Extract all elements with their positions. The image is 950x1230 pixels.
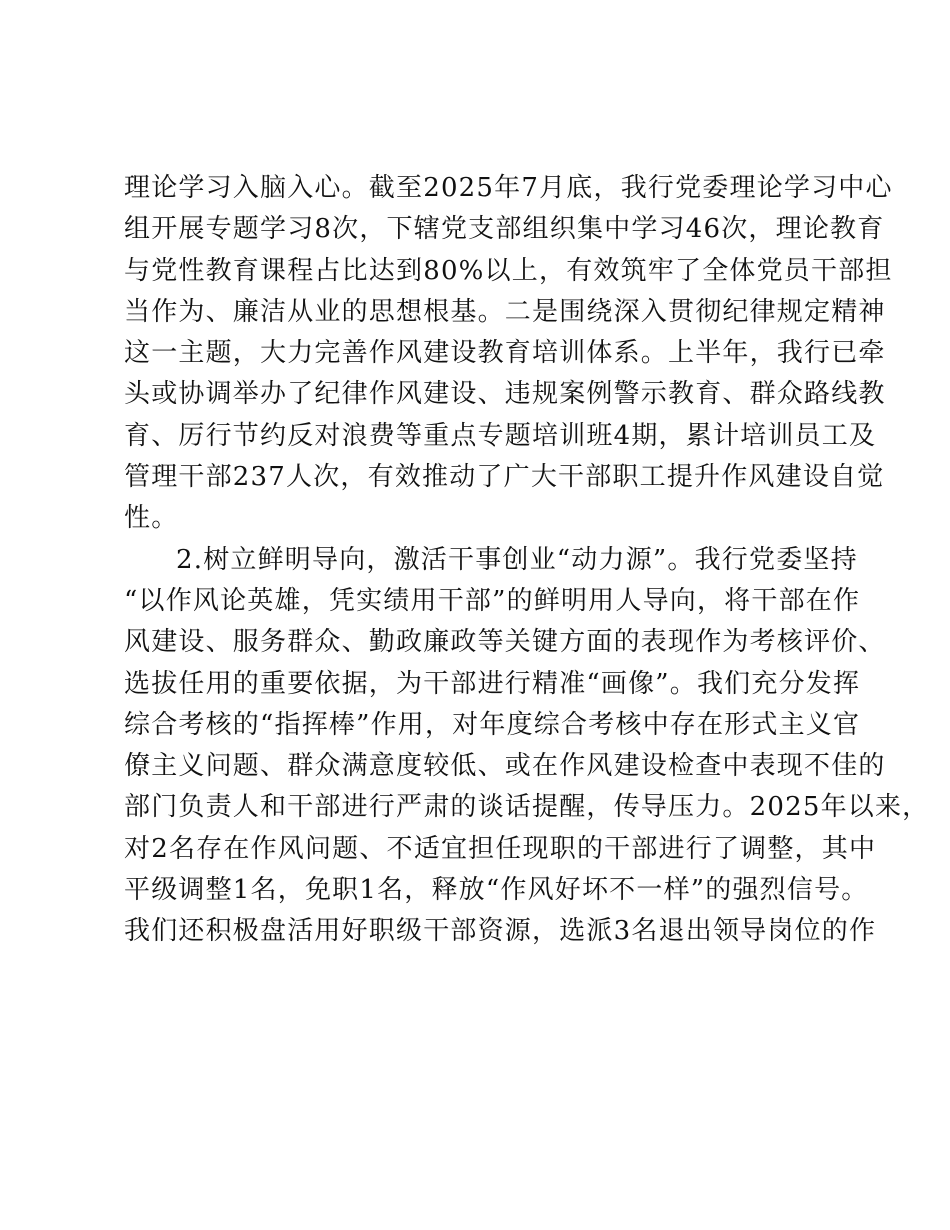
text-line: 僚主义问题、群众满意度较低、或在作风建设检查中表现不佳的: [124, 751, 886, 782]
text-line: 平级调整1名，免职1名，释放“作风好坏不一样”的强烈信号。: [124, 875, 869, 906]
text-line: 理论学习入脑入心。截至2025年7月底，我行党委理论学习中心: [124, 173, 893, 203]
text-line: 当作为、廉洁从业的思想根基。二是围绕深入贯彻纪律规定精神: [124, 296, 886, 327]
text-line: 管理干部237人次，有效推动了广大干部职工提升作风建设自觉: [124, 462, 885, 493]
text-line: 部门负责人和干部进行严肃的谈话提醒，传导压力。2025年以来，: [124, 792, 930, 823]
text-line: 组开展专题学习8次，下辖党支部组织集中学习46次，理论教育: [124, 214, 885, 245]
text-line: 风建设、服务群众、勤政廉政等关键方面的表现作为考核评价、: [124, 627, 886, 658]
text-line: 头或协调举办了纪律作风建设、违规案例警示教育、群众路线教: [124, 379, 886, 410]
text-line: “以作风论英雄，凭实绩用干部”的鲜明用人导向，将干部在作: [124, 585, 861, 616]
text-line: 综合考核的“指挥棒”作用，对年度综合考核中存在形式主义官: [124, 709, 861, 740]
text-line: 对2名存在作风问题、不适宜担任现职的干部进行了调整，其中: [124, 833, 877, 864]
body-text: [124, 168, 930, 953]
text-line: 我们还积极盘活用好职级干部资源，选派3名退出领导岗位的作: [124, 916, 877, 947]
text-line: 这一主题，大力完善作风建设教育培训体系。上半年，我行已牵: [124, 338, 886, 369]
text-line: 与党性教育课程占比达到80%以上，有效筑牢了全体党员干部担: [124, 255, 893, 286]
section-heading-line: 2.树立鲜明导向，激活干事创业“动力源”。我行党委坚持: [176, 544, 858, 575]
text-line: 育、厉行节约反对浪费等重点专题培训班4期，累计培训员工及: [124, 420, 877, 451]
text-line: 选拔任用的重要依据，为干部进行精准“画像”。我们充分发挥: [124, 668, 861, 699]
text-line: 性。: [124, 503, 179, 534]
